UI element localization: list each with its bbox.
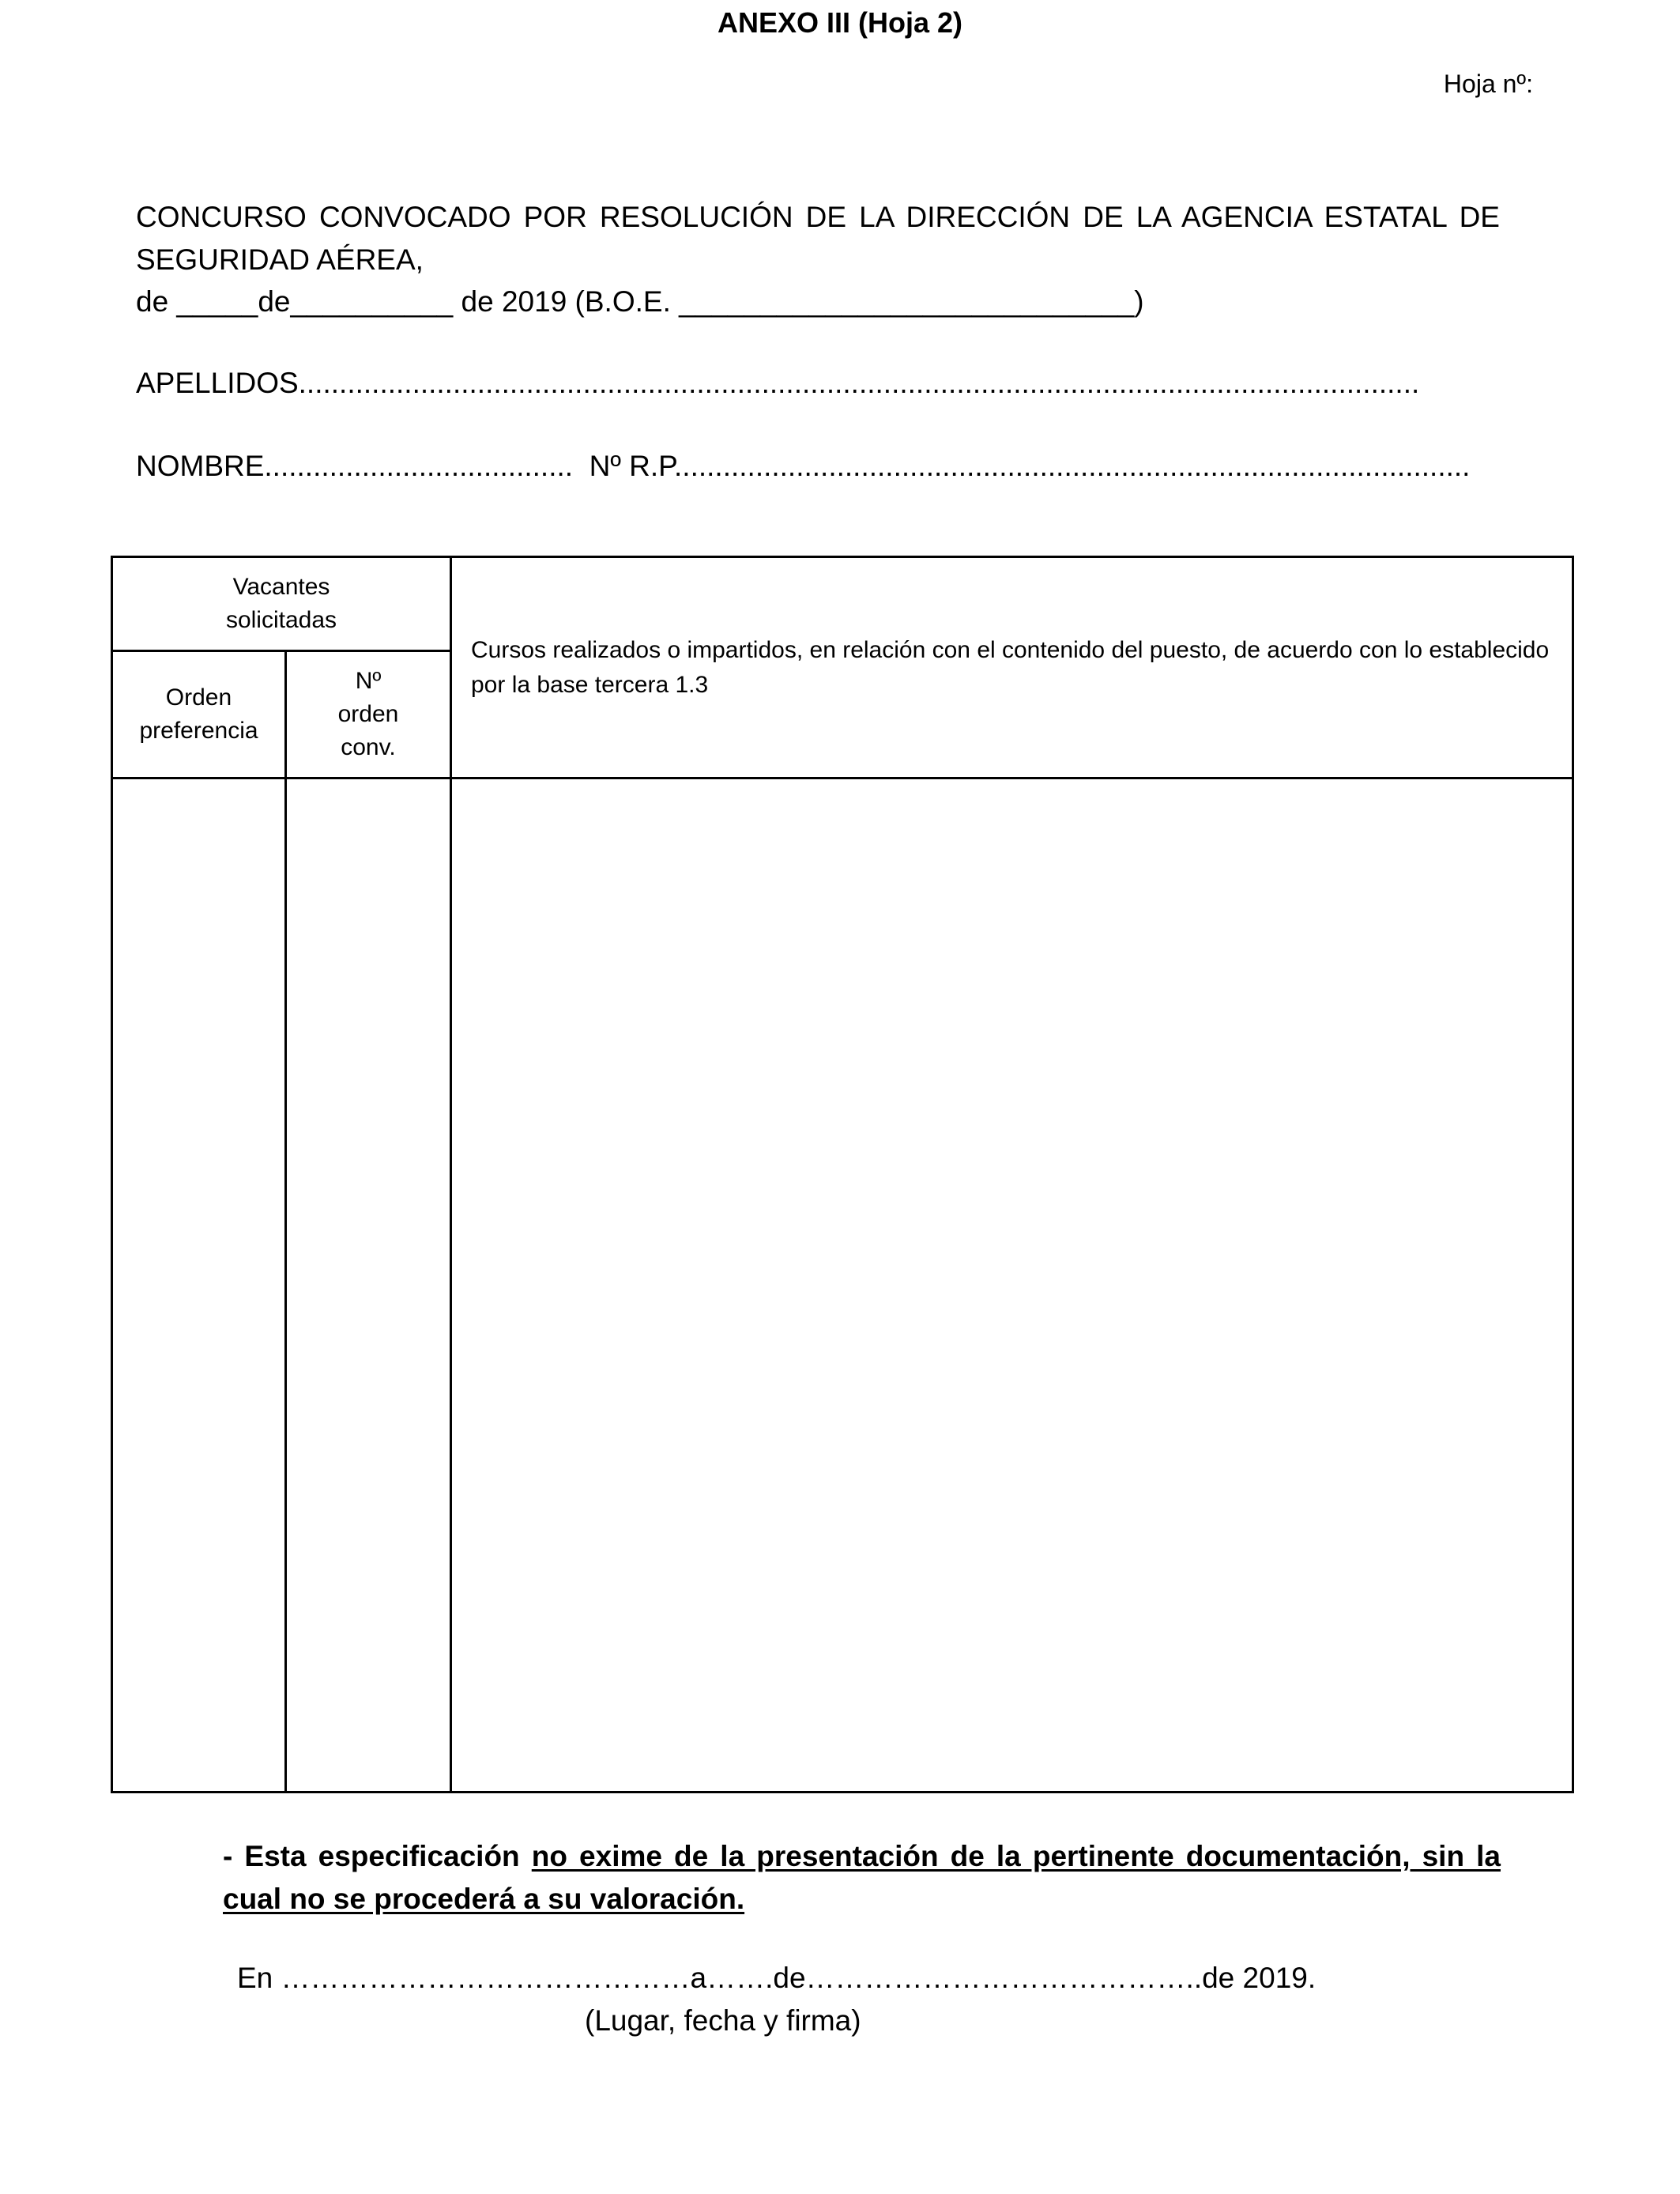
sheet-number-label: Hoja nº: — [1443, 70, 1533, 98]
n-orden-conv-cell[interactable] — [286, 778, 451, 1793]
vacantes-header: Vacantes solicitadas — [112, 557, 451, 651]
nombre-field[interactable]: NOMBRE...................................... — [136, 450, 574, 482]
orden-preferencia-cell[interactable] — [112, 778, 286, 1793]
nombre-rp-line — [136, 445, 1500, 488]
n-orden-conv-header: Nº orden conv. — [286, 651, 451, 778]
document-title: ANEXO III (Hoja 2) — [717, 6, 963, 39]
cursos-header: Cursos realizados o impartidos, en relación con el contenido del puesto, de acuerdo con lo establecido por la base tercera 1.3 — [451, 557, 1573, 778]
vacancies-courses-table — [111, 556, 1574, 1793]
signature-line[interactable]: En ……………………………………a…….de…………………………………..de 2019. — [237, 1962, 1317, 1994]
orden-preferencia-header: Orden preferencia — [112, 651, 286, 778]
rp-field[interactable]: Nº R.P.................................................................................................. — [589, 450, 1471, 482]
header-line-2: SEGURIDAD AÉREA, — [136, 243, 424, 276]
note-prefix: - Esta especificación — [223, 1840, 532, 1872]
disclaimer-note — [223, 1835, 1501, 1921]
signature-caption: (Lugar, fecha y firma) — [585, 2004, 861, 2037]
apellidos-field[interactable]: APELLIDOS.......................................................................................................................................... — [136, 367, 1420, 399]
note-underlined: no exime de la presentación de la pertinente documentación, sin la cual no se procederá a su valoración. — [223, 1840, 1501, 1915]
cursos-cell[interactable] — [451, 778, 1573, 1793]
header-line-1: CONCURSO CONVOCADO POR RESOLUCIÓN DE LA DIRECCIÓN DE LA AGENCIA ESTATAL DE — [136, 201, 1500, 233]
header-date-boe-line[interactable]: de _____de__________ de 2019 (B.O.E. ____________________________) — [136, 285, 1144, 318]
